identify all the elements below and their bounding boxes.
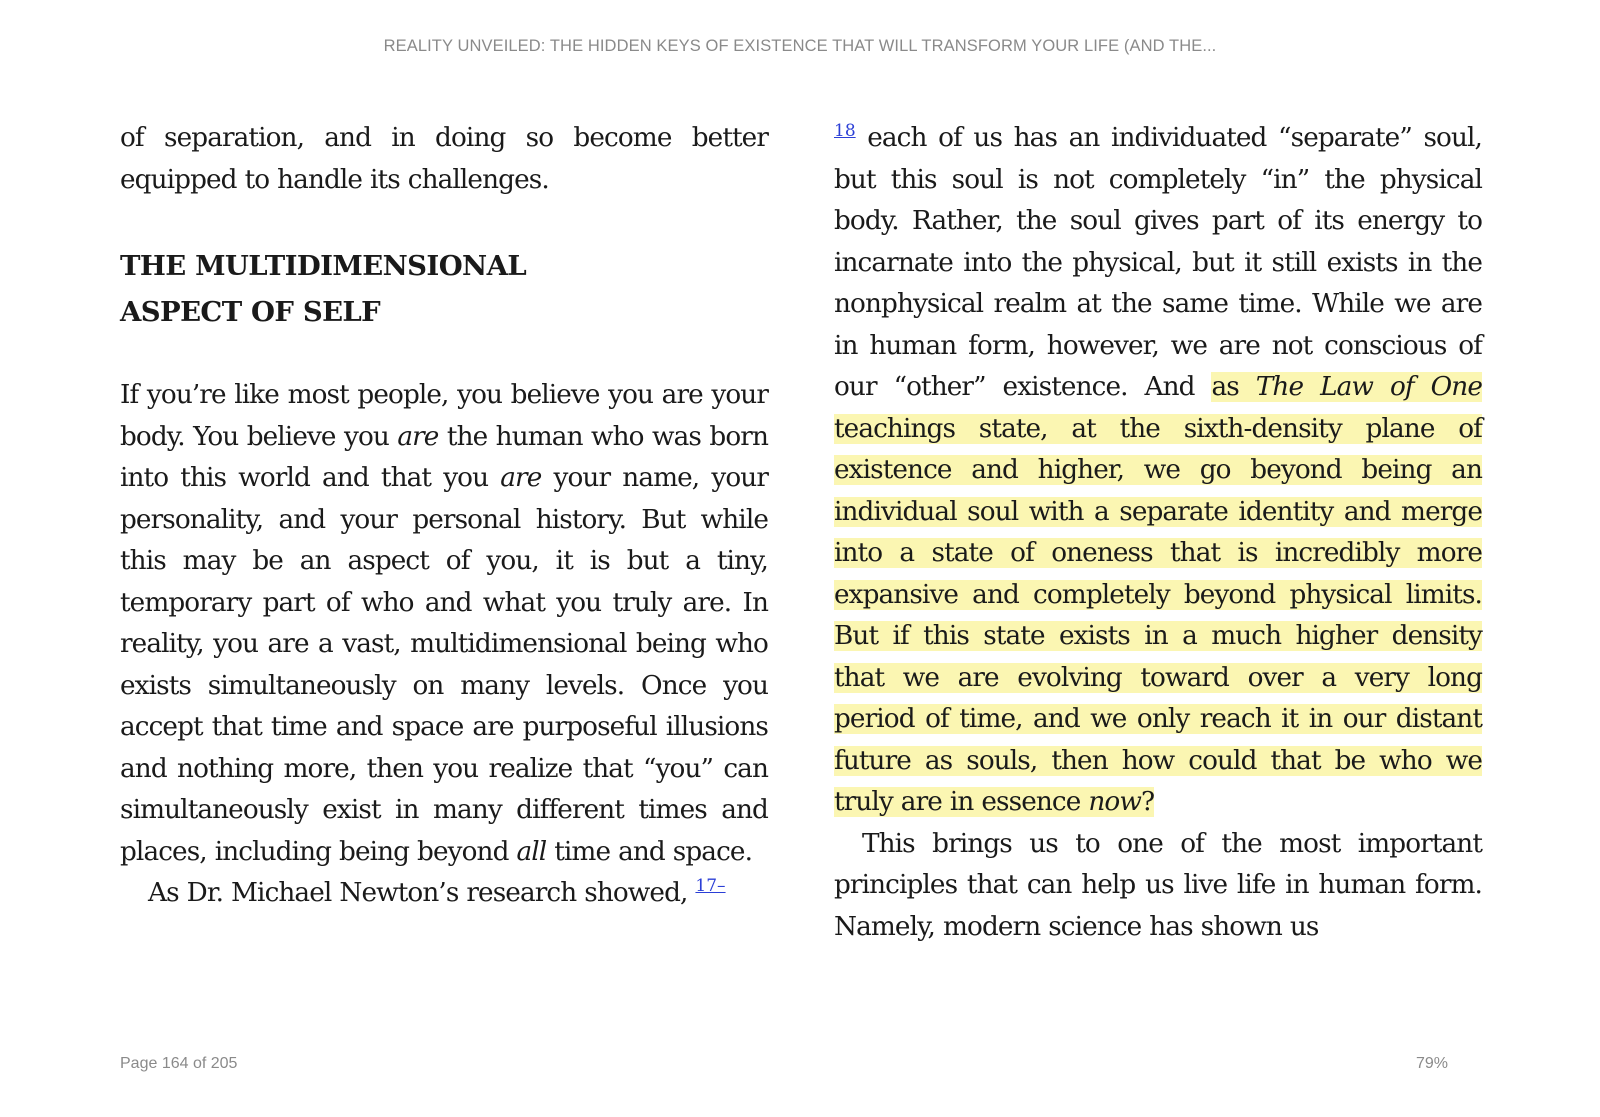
body-paragraph: This brings us to one of the most important principles that can help us live life in human form. Namely, modern science has shown us bbox=[834, 828, 1482, 942]
text-run: each of us has an individuated “separate” soul, but this soul is not completely “in” the physical body. Rather, the soul gives part of its energy to incarnate into the physical, but it still exists in the nonphysical realm at the same time. While we are in human form, however, we are not conscious of our “other” existence. And bbox=[834, 123, 1482, 402]
emphasis-text: are bbox=[500, 463, 542, 493]
text-run: As Dr. Michael Newton’s research showed, bbox=[148, 878, 696, 908]
emphasis-text: all bbox=[516, 836, 547, 867]
text-run: time and space. bbox=[546, 836, 753, 867]
text-run: as bbox=[1211, 372, 1256, 402]
emphasis-text: The Law of One bbox=[1255, 372, 1482, 402]
section-heading-line2: ASPECT OF SELF bbox=[120, 296, 381, 328]
body-paragraph bbox=[120, 873, 768, 915]
left-page-column bbox=[120, 118, 768, 915]
text-run: the human who was born into this world and that you bbox=[120, 421, 768, 493]
continued-paragraph: of separation, and in doing so become better equipped to handle its challenges. bbox=[120, 123, 768, 195]
highlighted-passage[interactable] bbox=[834, 372, 1482, 817]
footnote-link[interactable]: 17– bbox=[695, 876, 726, 897]
body-paragraph bbox=[120, 375, 768, 873]
emphasis-text: now bbox=[1088, 787, 1141, 817]
text-run: your name, your personality, and your personal history. But while this may be an aspect of you, it is but a tiny, temporary part of who and what you truly are. In reality, you are a vast, multidimensional being who exists simultaneously on many levels. Once you accept that time and space are purposeful illusions and nothing more, then you realize that “you” can simultaneously exist in many different times and places, including being beyond bbox=[120, 463, 768, 867]
text-run: teachings state, at the sixth-density plane of existence and higher, we go beyond being an individual soul with a separate identity and merge into a state of oneness that is incredibly more expansive and completely beyond physical limits. But if this state exists in a much higher density that we are evolving toward over a very long period of time, and we only reach it in our distant future as souls, then how could that be who we truly are in essence bbox=[834, 413, 1482, 817]
emphasis-text: are bbox=[397, 421, 439, 452]
section-heading-line1: THE MULTIDIMENSIONAL bbox=[120, 250, 527, 282]
right-page-column bbox=[834, 118, 1482, 948]
page-indicator: Page 164 of 205 bbox=[120, 1055, 238, 1072]
text-run: ? bbox=[1140, 787, 1155, 817]
reading-progress: 79% bbox=[1415, 1055, 1448, 1072]
book-title-header: REALITY UNVEILED: THE HIDDEN KEYS OF EXISTENCE THAT WILL TRANSFORM YOUR LIFE (AND THE... bbox=[383, 37, 1217, 55]
body-paragraph bbox=[834, 118, 1482, 824]
section-heading bbox=[120, 243, 768, 335]
footnote-link[interactable]: 18 bbox=[834, 121, 856, 142]
text-run: If you’re like most people, you believe you are your body. You believe you bbox=[120, 380, 768, 452]
